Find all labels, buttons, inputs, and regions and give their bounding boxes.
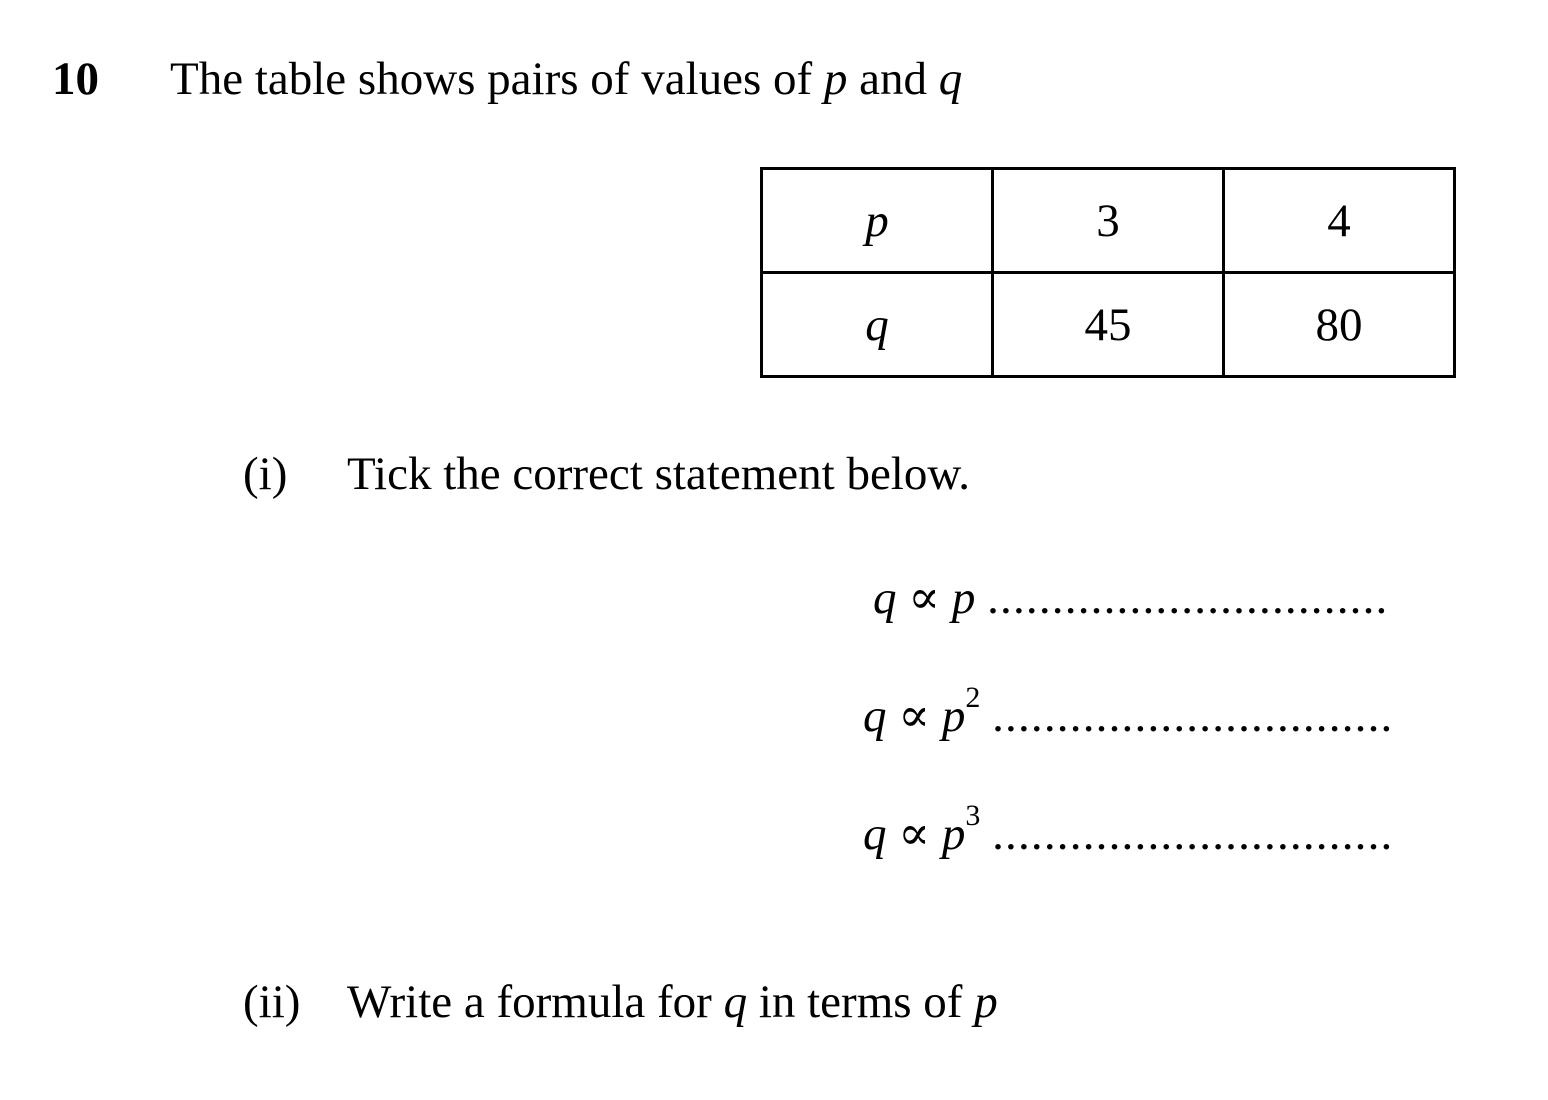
row-label-text: p [865, 194, 889, 247]
option-base: p [951, 572, 976, 624]
proportional-symbol: ∝ [908, 572, 941, 624]
option-base: p [941, 690, 966, 742]
values-table [760, 167, 1456, 378]
row-label-p [762, 169, 993, 273]
stem-var-q: q [938, 53, 963, 105]
stem-text: The table shows pairs of values of [170, 53, 824, 105]
part-i-text: Tick the correct statement below. [347, 448, 971, 500]
table-cell: 4 [1224, 169, 1455, 273]
question-stem [170, 52, 962, 106]
part-ii-var-p: p [974, 976, 998, 1028]
stem-and: and [847, 53, 939, 105]
tick-answer-line[interactable]: ............................... [992, 690, 1394, 742]
option-base: p [941, 808, 966, 860]
stem-var-p: p [823, 53, 848, 105]
proportional-symbol: ∝ [898, 690, 931, 742]
option-q-prop-p[interactable] [873, 570, 1389, 625]
part-i-label: (i) [243, 448, 288, 500]
option-lhs: q [873, 572, 897, 624]
option-q-prop-p-squared[interactable] [863, 681, 1394, 743]
row-label-text: q [865, 298, 889, 351]
tick-answer-line[interactable]: ............................... [987, 572, 1389, 624]
table-row-q [762, 273, 1455, 377]
table-row-p [762, 169, 1455, 273]
option-lhs: q [863, 808, 887, 860]
table-cell: 3 [993, 169, 1224, 273]
question-number: 10 [52, 53, 99, 105]
option-exponent: 2 [965, 681, 981, 714]
part-ii-mid: in terms of [747, 976, 975, 1028]
option-exponent: 3 [965, 799, 981, 832]
option-q-prop-p-cubed[interactable] [863, 799, 1394, 861]
row-label-q [762, 273, 993, 377]
option-lhs: q [863, 690, 887, 742]
part-ii-prefix: Write a formula for [347, 976, 724, 1028]
tick-answer-line[interactable]: ............................... [992, 808, 1394, 860]
proportional-symbol: ∝ [898, 808, 931, 860]
part-ii-text [347, 975, 998, 1029]
part-ii-label: (ii) [243, 976, 301, 1028]
part-ii-var-q: q [723, 976, 748, 1028]
table-cell: 80 [1224, 273, 1455, 377]
table-cell: 45 [993, 273, 1224, 377]
